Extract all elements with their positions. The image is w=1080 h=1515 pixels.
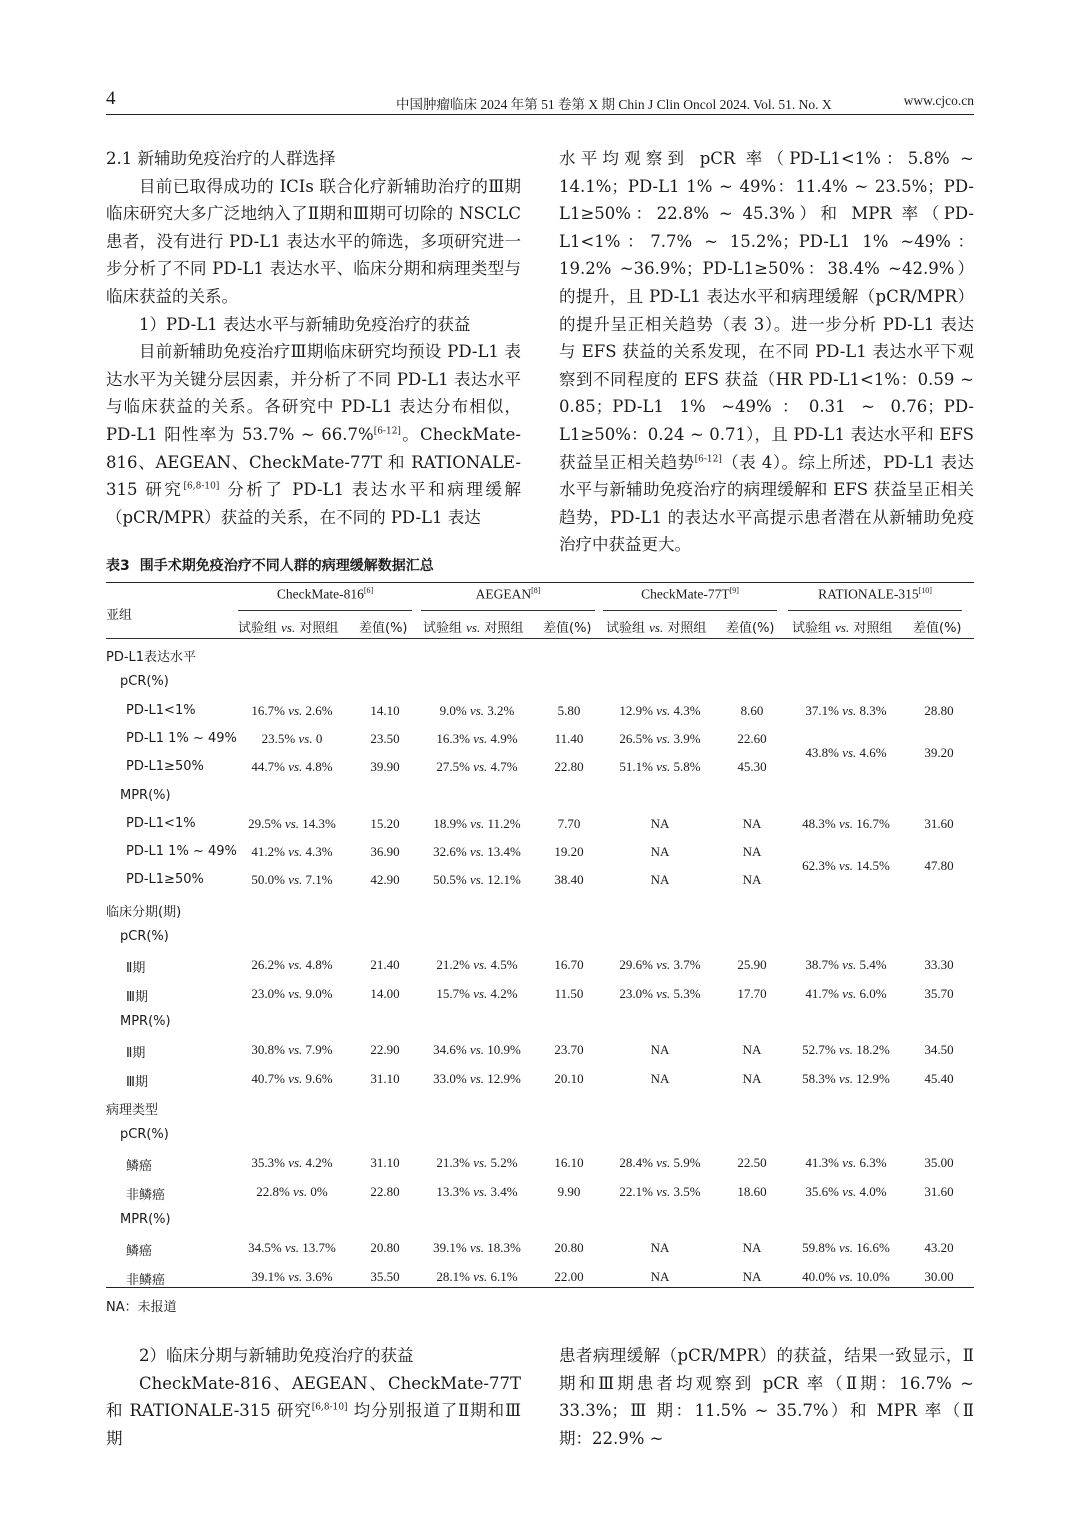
vs-label: vs. [288, 985, 303, 1001]
group-label: PD-L1表达水平 [106, 650, 197, 665]
comparison-cell: 52.7% vs. 18.2% [802, 1042, 890, 1058]
vs-label: vs. [649, 620, 664, 635]
difference-cell: 45.30 [737, 759, 767, 775]
table-row [106, 872, 974, 900]
running-header [106, 88, 974, 115]
difference-cell: 42.90 [370, 872, 400, 888]
paragraph-stage-text-b: 均分别报道了Ⅱ期和Ⅲ期 [106, 1401, 521, 1448]
row-label: Ⅱ期 [126, 1046, 146, 1062]
vs-label: vs. [469, 872, 485, 888]
difference-cell: 31.10 [370, 1070, 400, 1086]
table-row [106, 1155, 974, 1183]
endpoint-label: pCR(%) [120, 674, 169, 690]
vs-label: vs. [469, 702, 485, 718]
trial-header [236, 586, 414, 603]
difference-cell: 16.70 [554, 957, 584, 973]
comparison-cell: 51.1% vs. 5.8% [619, 759, 701, 775]
table-header-rule [106, 638, 974, 639]
comparison-cell: 41.3% vs. 6.3% [805, 1155, 887, 1171]
row-label: Ⅲ期 [126, 989, 148, 1005]
paragraph-stage-continued: 患者病理缓解（pCR/MPR）的获益，结果一致显示，Ⅱ期和Ⅲ期患者均观察到 pCR 率（Ⅱ期：16.7% ~ 33.3%；Ⅲ 期：11.5% ~ 35.7%）和 MPR 率（Ⅱ 期：22.9% ~ [559, 1346, 974, 1448]
comparison-cell: 9.0% vs. 3.2% [439, 702, 515, 718]
difference-cell: 20.80 [554, 1240, 584, 1256]
vs-label: vs. [842, 1183, 857, 1199]
journal-citation: 中国肿瘤临床 2024 年第 51 卷第 X 期 Chin J Clin Oncol 2024. Vol. 51. No. X [396, 97, 832, 112]
table-row [106, 1042, 974, 1070]
vs-label: vs. [473, 1155, 488, 1171]
comparison-cell: NA [650, 815, 670, 831]
vs-label: vs. [281, 620, 296, 635]
endpoint-label: pCR(%) [120, 1127, 169, 1143]
difference-cell: 38.40 [554, 872, 584, 888]
difference-cell: 11.40 [554, 730, 584, 746]
difference-cell: 31.10 [370, 1155, 400, 1171]
row-label: PD-L1 1% ~ 49% [126, 844, 237, 860]
endpoint-label: MPR(%) [120, 1212, 171, 1227]
comparison-cell: 58.3% vs. 12.9% [802, 1070, 890, 1086]
difference-cell: 35.50 [370, 1268, 400, 1284]
vs-label: vs. [842, 957, 857, 973]
table-group-row [106, 646, 974, 674]
row-label: 非鳞癌 [126, 1187, 166, 1203]
vs-label: vs. [835, 620, 850, 635]
arm-label: 试验组 [606, 621, 646, 636]
comparison-cell: 22.8% vs. 0% [256, 1183, 328, 1199]
trial-header [601, 586, 779, 603]
row-label: 鳞癌 [126, 1244, 153, 1260]
vs-label: vs. [473, 985, 488, 1001]
vs-label: vs. [838, 1240, 854, 1256]
difference-cell: 11.50 [554, 985, 584, 1001]
difference-cell: 20.80 [370, 1240, 400, 1256]
trial-header [786, 586, 964, 603]
vs-label: vs. [656, 957, 671, 973]
paragraph-pdl1-text-b: 。CheckMate-816、AEGEAN、CheckMate-77T 和 RATIONALE-315 研究 [106, 424, 521, 500]
trial-name: CheckMate-77T [641, 586, 730, 602]
vs-label: vs. [469, 844, 485, 860]
trial-header [419, 586, 597, 603]
vs-label: vs. [838, 1268, 854, 1284]
vs-label: vs. [288, 1268, 303, 1284]
difference-cell: 22.90 [370, 1042, 400, 1058]
table-subgroup-row [106, 674, 974, 702]
comparison-cell: 59.8% vs. 16.6% [802, 1240, 890, 1256]
table-caption [106, 555, 434, 575]
row-label: 鳞癌 [126, 1159, 153, 1175]
vs-label: vs. [288, 872, 303, 888]
difference-cell: 15.20 [370, 815, 400, 831]
citation-ref: [6-12] [373, 426, 401, 437]
difference-cell: NA [742, 1268, 762, 1284]
sub-header-difference: 差值(%) [726, 621, 775, 636]
trial-name: RATIONALE-315 [818, 586, 919, 602]
vs-label: vs. [293, 1183, 308, 1199]
vs-label: vs. [298, 730, 313, 746]
comparison-cell: 22.1% vs. 3.5% [619, 1183, 701, 1199]
paragraph-pdl1-text-c: 分析了 PD-L1 表达水平和病理缓解（pCR/MPR）获益的关系，在不同的 PD-L1 表达 [106, 480, 521, 527]
difference-cell: 5.80 [557, 702, 581, 718]
table-subgroup-row [106, 1127, 974, 1155]
difference-cell: 35.00 [924, 1155, 954, 1171]
arm-label: 对照组 [299, 621, 339, 636]
vs-label: vs. [288, 1042, 303, 1058]
table-row [106, 1071, 974, 1099]
vs-label: vs. [470, 815, 485, 831]
vs-label: vs. [656, 702, 671, 718]
comparison-cell: 50.5% vs. 12.1% [433, 872, 521, 888]
vs-label: vs. [842, 702, 857, 718]
comparison-cell: 41.7% vs. 6.0% [805, 985, 887, 1001]
paragraph-stage [106, 1370, 521, 1453]
difference-cell: 35.70 [924, 985, 954, 1001]
paragraph-intro: 目前已取得成功的 ICIs 联合化疗新辅助治疗的Ⅲ期临床研究大多广泛地纳入了Ⅱ期和Ⅲ期可切除的 NSCLC 患者，没有进行 PD-L1 表达水平的筛选，多项研究进一步分析了不同 PD-L1 表达水平、临床分期和病理类型与临床获益的关系。 [106, 176, 521, 306]
difference-cell: 31.60 [924, 815, 954, 831]
comparison-cell: 15.7% vs. 4.2% [436, 985, 518, 1001]
difference-cell: NA [742, 1070, 762, 1086]
table-title: 围手术期免疫治疗不同人群的病理缓解数据汇总 [139, 558, 434, 574]
paragraph-continued-text-b: （表 4）。综上所述，PD-L1 表达水平与新辅助免疫治疗的病理缓解和 EFS 获益呈正相关趋势，PD-L1 的表达水平高提示患者潜在从新辅助免疫治疗中获益更大。 [559, 452, 975, 555]
comparison-cell: 26.5% vs. 3.9% [619, 730, 701, 746]
citation-ref: [6-12] [694, 454, 722, 465]
difference-cell: 45.40 [924, 1070, 954, 1086]
vs-label: vs. [469, 1240, 485, 1256]
comparison-cell: 30.8% vs. 7.9% [251, 1042, 333, 1058]
table-number: 表3 [106, 558, 130, 574]
paragraph-pdl1 [106, 338, 521, 531]
difference-cell: 28.80 [924, 702, 954, 718]
bottom-right-column [559, 1342, 974, 1452]
vs-label: vs. [656, 759, 671, 775]
arm-label: 试验组 [423, 621, 463, 636]
table-row [106, 759, 974, 787]
trial-group-rule [788, 610, 962, 611]
vs-label: vs. [838, 1042, 854, 1058]
difference-cell: 39.90 [370, 759, 400, 775]
table-row [106, 986, 974, 1014]
comparison-cell: 16.7% vs. 2.6% [251, 702, 333, 718]
difference-cell: 36.90 [370, 844, 400, 860]
difference-cell: 22.60 [737, 730, 767, 746]
trial-group-rule [421, 610, 595, 611]
vs-label: vs. [656, 985, 671, 1001]
vs-label: vs. [288, 957, 303, 973]
vs-label: vs. [284, 815, 300, 831]
comparison-cell: 12.9% vs. 4.3% [619, 702, 701, 718]
group-label: 临床分期(期) [106, 904, 182, 920]
citation-ref: [6,8-10] [183, 481, 220, 492]
citation-ref: [9] [729, 586, 739, 595]
comparison-cell: 44.7% vs. 4.8% [251, 759, 333, 775]
vs-label: vs. [842, 1155, 857, 1171]
difference-cell: 22.00 [554, 1268, 584, 1284]
difference-cell: 21.40 [370, 957, 400, 973]
difference-cell: 31.60 [924, 1183, 954, 1199]
difference-cell: 33.30 [924, 957, 954, 973]
comparison-cell: 35.3% vs. 4.2% [251, 1155, 333, 1171]
merged-comparison-cell: 62.3% vs. 14.5% [802, 858, 890, 874]
difference-cell: 8.60 [740, 702, 764, 718]
group-label: 病理类型 [106, 1102, 159, 1118]
comparison-cell: 28.4% vs. 5.9% [619, 1155, 701, 1171]
page-number: 4 [106, 88, 116, 109]
vs-label: vs. [288, 1155, 303, 1171]
comparison-cell: 16.3% vs. 4.9% [436, 730, 518, 746]
difference-cell: 22.80 [370, 1183, 400, 1199]
subheading-stage: 2）临床分期与新辅助免疫治疗的获益 [139, 1346, 414, 1365]
difference-cell: 30.00 [924, 1268, 954, 1284]
table-subgroup-row [106, 1014, 974, 1042]
merged-difference-cell: 47.80 [924, 858, 954, 874]
difference-cell: 23.50 [370, 730, 400, 746]
difference-cell: 22.80 [554, 759, 584, 775]
comparison-cell: 34.5% vs. 13.7% [248, 1240, 336, 1256]
difference-cell: 17.70 [737, 985, 767, 1001]
comparison-cell: 29.5% vs. 14.3% [248, 815, 336, 831]
row-label: Ⅲ期 [126, 1074, 148, 1090]
endpoint-label: MPR(%) [120, 787, 171, 803]
merged-comparison-cell: 43.8% vs. 4.6% [805, 745, 887, 761]
vs-label: vs. [656, 1155, 671, 1171]
difference-cell: 18.60 [737, 1183, 767, 1199]
comparison-cell: 39.1% vs. 3.6% [251, 1268, 333, 1284]
row-label: PD-L1≥50% [126, 759, 204, 775]
difference-cell: 23.70 [554, 1042, 584, 1058]
difference-cell: 7.70 [557, 815, 581, 831]
vs-label: vs. [469, 1042, 485, 1058]
journal-website: www.cjco.cn [903, 93, 974, 108]
comparison-cell: 35.6% vs. 4.0% [805, 1183, 887, 1199]
difference-cell: NA [742, 1042, 762, 1058]
trial-group-rule [603, 610, 777, 611]
difference-cell: NA [742, 1240, 762, 1256]
table-row [106, 1269, 974, 1297]
vs-label: vs. [284, 1240, 300, 1256]
arm-label: 试验组 [792, 621, 832, 636]
sub-header-difference: 差值(%) [543, 621, 592, 636]
vs-label: vs. [473, 730, 488, 746]
citation-ref: [6] [363, 586, 374, 595]
difference-cell: 25.90 [737, 957, 767, 973]
merged-difference-cell: 39.20 [924, 745, 954, 761]
comparison-cell: NA [650, 1268, 670, 1284]
difference-cell: 9.90 [557, 1183, 581, 1199]
difference-cell: 22.50 [737, 1155, 767, 1171]
comparison-cell: 18.9% vs. 11.2% [433, 815, 521, 831]
table-row [106, 1240, 974, 1268]
left-column [106, 145, 521, 531]
comparison-cell: 40.0% vs. 10.0% [802, 1268, 890, 1284]
row-label: PD-L1<1% [126, 702, 196, 718]
vs-label: vs. [466, 620, 481, 635]
comparison-cell: NA [650, 1042, 670, 1058]
paragraph-stage-text-a: CheckMate-816、AEGEAN、CheckMate-77T 和 RATIONALE-315 研究 [106, 1373, 521, 1421]
comparison-cell: NA [650, 872, 670, 888]
difference-cell: 14.00 [370, 985, 400, 1001]
arm-label: 试验组 [238, 621, 278, 636]
row-label: PD-L1 1% ~ 49% [126, 730, 237, 746]
arm-label: 对照组 [484, 621, 524, 636]
table-footnote: NA：未报道 [106, 1300, 177, 1315]
vs-label: vs. [656, 730, 671, 746]
comparison-cell: 29.6% vs. 3.7% [619, 957, 701, 973]
comparison-cell: 38.7% vs. 5.4% [805, 957, 887, 973]
citation-ref: [6,8-10] [311, 1402, 348, 1413]
vs-label: vs. [656, 1183, 671, 1199]
section-heading: 2.1 新辅助免疫治疗的人群选择 [106, 149, 336, 168]
bottom-left-column [106, 1342, 521, 1452]
table-row [106, 1184, 974, 1212]
sub-header-comparison [238, 617, 338, 636]
row-label: 非鳞癌 [126, 1272, 166, 1288]
comparison-cell: 26.2% vs. 4.8% [251, 957, 333, 973]
vs-label: vs. [288, 1070, 303, 1086]
comparison-cell: 21.3% vs. 5.2% [436, 1155, 518, 1171]
row-label: PD-L1<1% [126, 815, 196, 831]
vs-label: vs. [473, 1183, 488, 1199]
table-row [106, 957, 974, 985]
comparison-cell: NA [650, 844, 670, 860]
subgroup-header: 亚组 [106, 608, 133, 623]
sub-header-difference: 差值(%) [359, 621, 408, 636]
table-group-row [106, 901, 974, 929]
endpoint-label: MPR(%) [120, 1013, 171, 1029]
vs-label: vs. [288, 702, 303, 718]
difference-cell: NA [742, 844, 762, 860]
difference-cell: NA [742, 815, 762, 831]
paragraph-continued [559, 145, 974, 559]
difference-cell: NA [742, 872, 762, 888]
comparison-cell: 32.6% vs. 13.4% [433, 844, 521, 860]
comparison-cell: 23.5% vs. 0 [261, 730, 323, 746]
trial-name: CheckMate-816 [276, 586, 364, 602]
difference-cell: 19.20 [554, 844, 584, 860]
vs-label: vs. [469, 1070, 485, 1086]
comparison-cell: 37.1% vs. 8.3% [805, 702, 887, 718]
table-row [106, 816, 974, 844]
paragraph-continued-text-a: 水平均观察到 pCR 率（PD-L1<1%：5.8% ~ 14.1%；PD-L1 1% ~ 49%：11.4% ~ 23.5%；PD-L1≥50%：22.8% ~ 45.3%）和 MPR 率（PD-L1<1%：7.7% ~ 15.2%；PD-L1 1% ~49%：19.2% ~36.9%；PD-L1≥50%：38.4% ~42.9%）的提升，且 PD-L1 表达水平和病理缓解（pCR/MPR）的提升呈正相关趋势（表 3）。进一步分析 PD-L1 表达与 EFS 获益的关系发现，在不同 PD-L1 表达水平下观察到不同程度的 EFS 获益（HR PD-L1<1%：0.59 ~ 0.85；PD-L1 1% ~49%：0.31 ~ 0.76；PD-L1≥50%：0.24 ~ 0.71），且 PD-L1 表达水平和 EFS 获益呈正相关趋势 [559, 149, 974, 472]
vs-label: vs. [842, 985, 857, 1001]
comparison-cell: 34.6% vs. 10.9% [433, 1042, 521, 1058]
row-label: PD-L1≥50% [126, 872, 204, 888]
row-label: Ⅱ期 [126, 961, 146, 977]
sub-header-comparison [792, 617, 892, 636]
comparison-cell: 23.0% vs. 5.3% [619, 985, 701, 1001]
comparison-cell: NA [650, 1070, 670, 1086]
vs-label: vs. [838, 815, 854, 831]
vs-label: vs. [473, 759, 488, 775]
sub-header-difference: 差值(%) [913, 621, 962, 636]
comparison-cell: NA [650, 1240, 670, 1256]
comparison-cell: 40.7% vs. 9.6% [251, 1070, 333, 1086]
comparison-cell: 41.2% vs. 4.3% [251, 844, 333, 860]
endpoint-label: pCR(%) [120, 929, 169, 944]
table-top-rule [106, 582, 974, 583]
comparison-cell: 27.5% vs. 4.7% [436, 759, 518, 775]
arm-label: 对照组 [667, 621, 707, 636]
table-subgroup-row [106, 929, 974, 957]
difference-cell: 16.10 [554, 1155, 584, 1171]
difference-cell: 43.20 [924, 1240, 954, 1256]
right-column [559, 145, 974, 559]
comparison-cell: 13.3% vs. 3.4% [436, 1183, 518, 1199]
table-subgroup-row [106, 1212, 974, 1240]
citation-ref: [10] [918, 586, 932, 595]
table-row [106, 703, 974, 731]
vs-label: vs. [473, 957, 488, 973]
difference-cell: 20.10 [554, 1070, 584, 1086]
trial-group-rule [238, 610, 412, 611]
arm-label: 对照组 [853, 621, 893, 636]
vs-label: vs. [838, 1070, 854, 1086]
vs-label: vs. [473, 1268, 488, 1284]
vs-label: vs. [838, 858, 854, 874]
comparison-cell: 33.0% vs. 12.9% [433, 1070, 521, 1086]
subheading-pdl1: 1）PD-L1 表达水平与新辅助免疫治疗的获益 [139, 314, 471, 334]
table-group-row [106, 1099, 974, 1127]
paragraph-pdl1-text-a: 目前新辅助免疫治疗Ⅲ期临床研究均预设 PD-L1 表达水平为关键分层因素，并分析了不同 PD-L1 表达水平与临床获益的关系。各研究中 PD-L1 表达分布相似，PD-L1 阳性率为 53.7% ~ 66.7% [106, 342, 521, 444]
sub-header-comparison [423, 617, 523, 636]
comparison-cell: 48.3% vs. 16.7% [802, 815, 890, 831]
vs-label: vs. [288, 844, 303, 860]
difference-cell: 14.10 [370, 702, 400, 718]
citation-ref: [8] [531, 586, 541, 595]
trial-name: AEGEAN [475, 586, 532, 602]
comparison-cell: 21.2% vs. 4.5% [436, 957, 518, 973]
comparison-cell: 23.0% vs. 9.0% [251, 985, 333, 1001]
comparison-cell: 50.0% vs. 7.1% [251, 872, 333, 888]
sub-header-comparison [606, 617, 706, 636]
comparison-cell: 28.1% vs. 6.1% [436, 1268, 518, 1284]
difference-cell: 34.50 [924, 1042, 954, 1058]
vs-label: vs. [842, 745, 857, 761]
vs-label: vs. [288, 759, 303, 775]
table-subgroup-row [106, 788, 974, 816]
comparison-cell: 39.1% vs. 18.3% [433, 1240, 521, 1256]
